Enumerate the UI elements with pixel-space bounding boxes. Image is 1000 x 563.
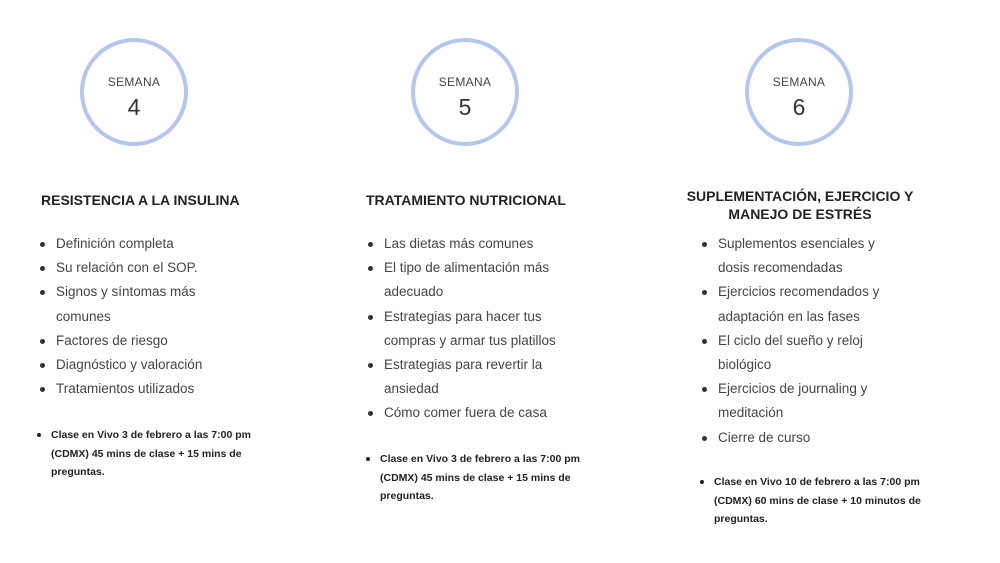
list-item: Factores de riesgo <box>38 329 228 353</box>
week-4-circle <box>80 38 188 146</box>
list-item: Suplementos esenciales y dosis recomendadas <box>700 232 905 280</box>
list-item: Diagnóstico y valoración <box>38 353 228 377</box>
list-item: Tratamientos utilizados <box>38 377 228 401</box>
week-4-topics-list <box>38 232 228 401</box>
list-item: Ejercicios recomendados y adaptación en las fases <box>700 280 905 328</box>
week-label: SEMANA <box>772 75 826 89</box>
week-number: 4 <box>127 94 141 120</box>
week-6-title-line-1: SUPLEMENTACIÓN, EJERCICIO Y <box>686 188 914 204</box>
list-item: Ejercicios de journaling y meditación <box>700 377 905 425</box>
list-item: Su relación con el SOP. <box>38 256 228 280</box>
week-5-circle <box>411 38 519 146</box>
list-item: El ciclo del sueño y reloj biológico <box>700 329 905 377</box>
week-number: 5 <box>458 94 472 120</box>
list-item: Estrategias para hacer tus compras y armar tus platillos <box>366 305 566 353</box>
week-5-topics-list <box>366 232 566 426</box>
list-item: Las dietas más comunes <box>366 232 566 256</box>
list-item: Cómo comer fuera de casa <box>366 401 566 425</box>
week-5-live-class-note: Clase en Vivo 3 de febrero a las 7:00 pm (CDMX) 45 mins de clase + 15 mins de preguntas. <box>366 450 590 506</box>
week-6-title-line-2: MANEJO DE ESTRÉS <box>728 206 872 222</box>
week-4-title: RESISTENCIA A LA INSULINA <box>41 192 240 208</box>
list-item: El tipo de alimentación más adecuado <box>366 256 566 304</box>
list-item: Cierre de curso <box>700 426 905 450</box>
list-item: Definición completa <box>38 232 228 256</box>
week-4-live-class-note: Clase en Vivo 3 de febrero a las 7:00 pm (CDMX) 45 mins de clase + 15 mins de preguntas. <box>37 426 261 482</box>
week-6-topics-list <box>700 232 905 450</box>
week-label: SEMANA <box>438 75 492 89</box>
list-item: Estrategias para revertir la ansiedad <box>366 353 566 401</box>
week-number: 6 <box>792 94 806 120</box>
week-6-live-class-note: Clase en Vivo 10 de febrero a las 7:00 pm (CDMX) 60 mins de clase + 10 minutos de preguntas. <box>700 473 924 529</box>
week-6-circle <box>745 38 853 146</box>
week-6-title <box>680 187 920 223</box>
week-5-title: TRATAMIENTO NUTRICIONAL <box>366 192 566 208</box>
week-label: SEMANA <box>107 75 161 89</box>
list-item: Signos y síntomas más comunes <box>38 280 228 328</box>
